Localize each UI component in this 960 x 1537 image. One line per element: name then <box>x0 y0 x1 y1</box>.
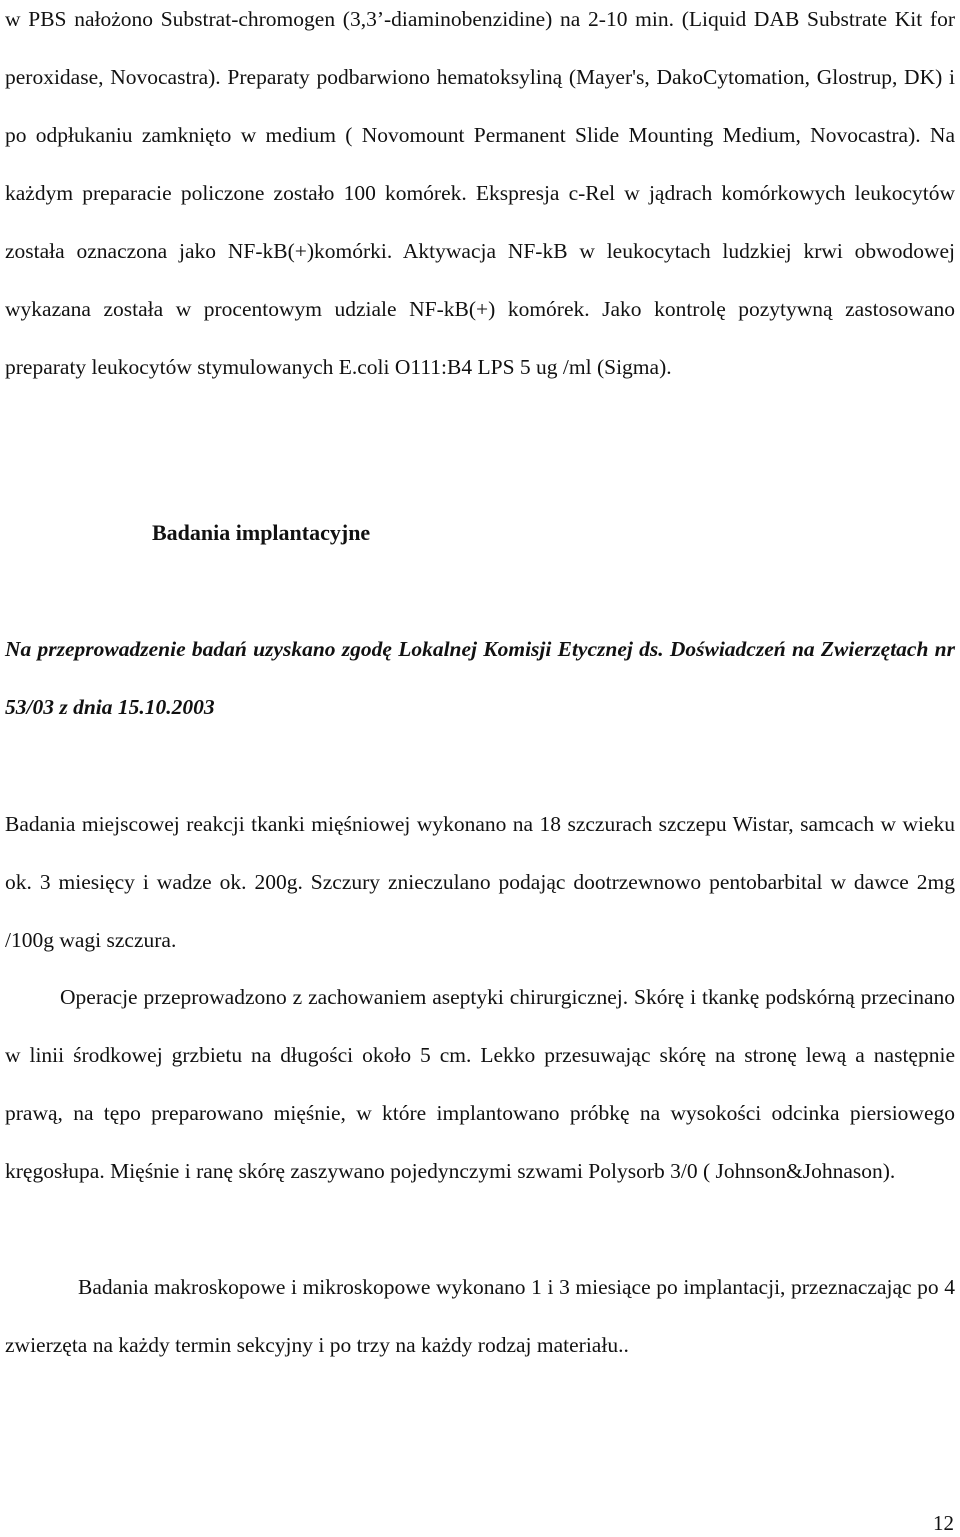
body-paragraph: Badania miejscowej reakcji tkanki mięśniowej wykonano na 18 szczurach szczepu Wistar, samcach w wieku ok. 3 miesięcy i wadze ok. 200g. Szczury znieczulano podając dootrzewnowo pentobarbital w dawce 2mg /100g wagi szczura. <box>5 812 955 952</box>
ethics-approval-note: Na przeprowadzenie badań uzyskano zgodę Lokalnej Komisji Etycznej ds. Doświadczeń na Zwierzętach nr 53/03 z dnia 15.10.2003 <box>5 637 955 719</box>
section-heading: Badania implantacyjne <box>152 520 371 545</box>
body-paragraph: Operacje przeprowadzono z zachowaniem aseptyki chirurgicznej. Skórę i tkankę podskórną przecinano w linii środkowej grzbietu na długości około 5 cm. Lekko przesuwając skórę na stronę lewą a następnie prawą, na tępo preparowano mięśnie, w które implantowano próbkę na wysokości odcinka piersiowego kręgosłupa. Mięśnie i ranę skórę zaszywano pojedynczymi szwami Polysorb 3/0 ( Johnson&Johnason). <box>5 985 955 1183</box>
body-paragraph: w PBS nałożono Substrat-chromogen (3,3’-diaminobenzidine) na 2-10 min. (Liquid DAB Substrate Kit for peroxidase, Novocastra). Preparaty podbarwiono hematoksyliną (Mayer's, DakoCytomation, Glostrup, DK) i po odpłukaniu zamknięto w medium ( Novomount Permanent Slide Mounting Medium, Novocastra). Na każdym preparacie policzone zostało 100 komórek. Ekspresja c-Rel w jądrach komórkowych leukocytów została oznaczona jako NF-kB(+)komórki. Aktywacja NF-kB w leukocytach ludzkiej krwi obwodowej wykazana została w procentowym udziale NF-kB(+) komórek. Jako kontrolę pozytywną zastosowano preparaty leukocytów stymulowanych E.coli O111:B4 LPS 5 ug /ml (Sigma). <box>5 7 955 379</box>
body-paragraph: Badania makroskopowe i mikroskopowe wykonano 1 i 3 miesiące po implantacji, przeznaczając po 4 zwierzęta na każdy termin sekcyjny i po trzy na każdy rodzaj materiału.. <box>5 1275 955 1357</box>
page-number: 12 <box>933 1511 954 1535</box>
